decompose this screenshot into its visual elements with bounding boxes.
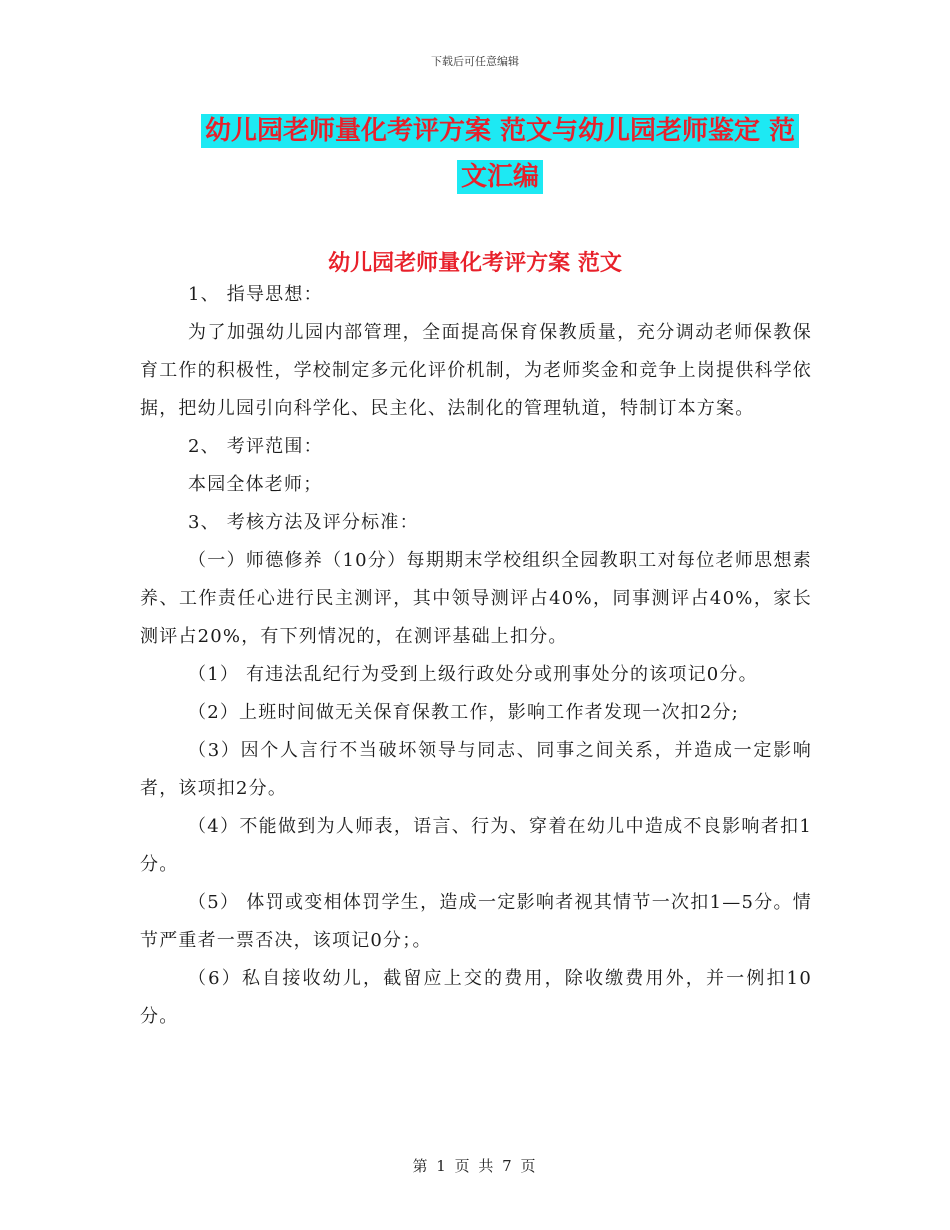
document-title-line2: 文汇编 — [457, 160, 543, 194]
body-text — [140, 276, 812, 1036]
paragraph: （4）不能做到为人师表，语言、行为、穿着在幼儿中造成不良影响者扣1分。 — [140, 816, 812, 875]
paragraph: 本园全体老师； — [188, 474, 323, 495]
paragraph: 为了加强幼儿园内部管理，全面提高保育保教质量，充分调动老师保教保育工作的积极性，学校制定多元化评价机制，为老师奖金和竞争上岗提供科学依据，把幼儿园引向科学化、民主化、法制化的管理轨道，特制订本方案。 — [140, 322, 812, 419]
section-title: 幼儿园老师量化考评方案 范文 — [328, 251, 622, 276]
header-note: 下载后可任意编辑 — [431, 55, 519, 68]
paragraph: 1、 指导思想： — [188, 284, 323, 305]
paragraph: （3）因个人言行不当破坏领导与同志、同事之间关系，并造成一定影响者，该项扣2分。 — [140, 740, 812, 799]
document-title-line1: 幼儿园老师量化考评方案 范文与幼儿园老师鉴定 范 — [201, 114, 799, 148]
paragraph: （5） 体罚或变相体罚学生，造成一定影响者视其情节一次扣1—5分。情节严重者一票否决，该项记0分；。 — [140, 892, 812, 951]
page-footer: 第 1 页 共 7 页 — [412, 1157, 538, 1175]
paragraph: （1） 有违法乱纪行为受到上级行政处分或刑事处分的该项记0分。 — [188, 664, 758, 685]
paragraph: （2）上班时间做无关保育保教工作，影响工作者发现一次扣2分; — [188, 702, 739, 723]
paragraph: 3、 考核方法及评分标准： — [188, 512, 419, 533]
paragraph: 2、 考评范围： — [188, 436, 323, 457]
paragraph: （一）师德修养（10分）每期期末学校组织全园教职工对每位老师思想素养、工作责任心进行民主测评，其中领导测评占40%，同事测评占40%，家长测评占20%，有下列情况的，在测评基础上扣分。 — [140, 550, 812, 647]
document-title — [190, 108, 810, 200]
paragraph: （6）私自接收幼儿，截留应上交的费用，除收缴费用外，并一例扣10分。 — [140, 968, 812, 1027]
